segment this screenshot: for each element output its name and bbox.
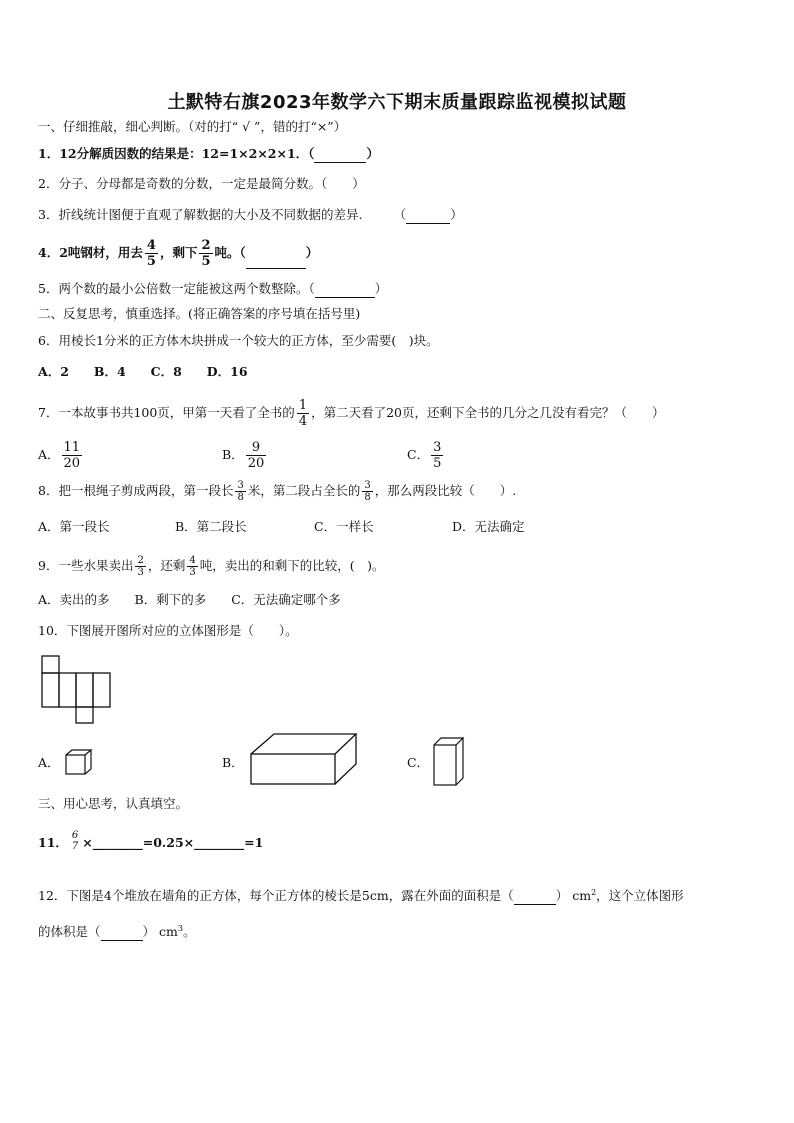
question-2: 2．分子、分母都是奇数的分数，一定是最简分数。（ ） <box>38 176 365 191</box>
q7-post: ，第二天看了20页，还剩下全书的几分之几没有看完？（ ） <box>311 405 665 420</box>
small-cube-icon <box>64 748 94 778</box>
q12-area-unit: cm <box>572 888 592 904</box>
q9-fraction-left: $\frac{4}{3}$ <box>189 555 196 578</box>
q11-fraction: 6 7 <box>71 830 79 852</box>
q9-mid: ，还剩 <box>147 558 186 573</box>
question-6-options: A．2 B．4 C．8 D．16 <box>38 364 248 379</box>
question-12-line2 <box>38 920 195 941</box>
q5-answer-blank[interactable] <box>315 283 375 298</box>
q7-option-c[interactable]: C． $\frac{3}{5}$ <box>407 440 442 471</box>
q1-close: ） <box>366 146 379 161</box>
section2-heading: 二、反复思考，慎重选择。(将正确答案的序号填在括号里) <box>38 306 361 321</box>
question-12-line1 <box>38 884 684 905</box>
q4-post: 吨。（ <box>214 245 246 260</box>
q12-text: 12．下图是4个堆放在墙角的正方体，每个正方体的棱长是 <box>38 888 362 904</box>
cube-net-figure <box>38 655 118 725</box>
q12-post2: 。 <box>182 924 196 940</box>
q1-answer-blank[interactable] <box>314 148 366 163</box>
q5-text: 5．两个数的最小公倍数一定能被这两个数整除。（ <box>38 281 315 296</box>
q11-post[interactable]: ×________=0.25×________=1 <box>82 835 264 850</box>
question-3 <box>38 206 463 224</box>
q7-fraction: $\frac{1}{4}$ <box>298 398 308 429</box>
question-9 <box>38 555 385 578</box>
q8-text: 8．把一根绳子剪成两段，第一段长 <box>38 483 234 498</box>
q11-text: 11． <box>38 835 68 850</box>
q7-text: 7．一本故事书共100页，甲第一天看了全书的 <box>38 405 295 420</box>
q5-close: ） <box>374 281 388 296</box>
q4-fraction-left: $\frac{2}{5}$ <box>201 238 211 269</box>
q9-fraction-sold: $\frac{2}{3}$ <box>137 555 144 578</box>
q1-text: 1．12分解质因数的结果是：12=1×2×2×1．（ <box>38 146 315 161</box>
question-5 <box>38 280 387 298</box>
q8-fraction-first: $\frac{3}{8}$ <box>237 480 244 503</box>
q4-mid: ，剩下 <box>159 245 198 260</box>
tall-cuboid-icon <box>432 736 466 788</box>
question-1 <box>38 145 379 163</box>
q8-mid: 米，第二段占全长的 <box>247 483 361 498</box>
q10-option-b[interactable]: B． <box>222 755 244 770</box>
section3-heading: 三、用心思考，认真填空。 <box>38 796 189 811</box>
q7-option-a-fraction: $\frac{11}{20}$ <box>63 440 81 471</box>
q10-option-c[interactable]: C． <box>407 755 430 770</box>
q9-text: 9．一些水果卖出 <box>38 558 134 573</box>
q8-option-c[interactable]: C．一样长 <box>314 519 374 534</box>
q12-volume-unit: cm <box>159 924 178 940</box>
q4-answer-blank[interactable] <box>246 254 306 269</box>
q12-volume-blank[interactable] <box>101 926 143 941</box>
question-8 <box>38 480 516 503</box>
q12-post1: ，这个立体图形 <box>596 888 684 904</box>
long-cuboid-icon <box>248 730 360 788</box>
q12-close1: ） <box>555 888 569 904</box>
question-10: 10．下图展开图所对应的立体图形是（ ）。 <box>38 623 298 638</box>
q9-post: 吨，卖出的和剩下的比较，( )。 <box>199 558 385 573</box>
q10-option-a[interactable]: A． <box>38 755 60 770</box>
q12-volume-unit-exp: 3 <box>177 924 183 933</box>
question-11 <box>38 830 263 852</box>
q12-area-unit-exp: 2 <box>591 888 597 897</box>
q7-option-a[interactable]: A． $\frac{11}{20}$ <box>38 440 81 471</box>
q3-text: 3．折线统计图便于直观了解数据的大小及不同数据的差异. （ <box>38 207 407 222</box>
section1-heading: 一、仔细推敲，细心判断。（对的打“ √ ”，错的打“×”） <box>38 119 347 134</box>
q12-volume-text: 的体积是（ <box>38 924 101 940</box>
q4-close: ） <box>305 245 319 260</box>
q8-option-d[interactable]: D．无法确定 <box>452 519 525 534</box>
q8-option-a[interactable]: A．第一段长 <box>38 519 110 534</box>
q12-edge-length: 5cm <box>361 888 389 904</box>
q12-close2: ） <box>142 924 156 940</box>
q8-option-b[interactable]: B．第二段长 <box>175 519 247 534</box>
question-9-options: A．卖出的多 B．剩下的多 C．无法确定哪个多 <box>38 592 341 607</box>
q3-close: ） <box>450 207 463 222</box>
q12-area-blank[interactable] <box>514 890 556 905</box>
q3-answer-blank[interactable] <box>406 209 450 224</box>
q8-fraction-second: $\frac{3}{8}$ <box>364 480 371 503</box>
q8-post: ，那么两段比较（ ）. <box>374 483 517 498</box>
question-7 <box>38 398 665 429</box>
q12-mid: ，露在外面的面积是（ <box>388 888 514 904</box>
question-6: 6．用棱长1分米的正方体木块拼成一个较大的正方体，至少需要( )块。 <box>38 333 439 348</box>
q7-option-c-fraction: $\frac{3}{5}$ <box>433 440 442 471</box>
page-title: 土默特右旗2023年数学六下期末质量跟踪监视模拟试题 <box>167 92 627 113</box>
q4-fraction-used: $\frac{4}{5}$ <box>146 238 156 269</box>
q4-text: 4．2吨钢材，用去 <box>38 245 143 260</box>
q7-option-b-fraction: $\frac{9}{20}$ <box>247 440 265 471</box>
question-4 <box>38 238 318 269</box>
q7-option-b[interactable]: B． $\frac{9}{20}$ <box>222 440 265 471</box>
